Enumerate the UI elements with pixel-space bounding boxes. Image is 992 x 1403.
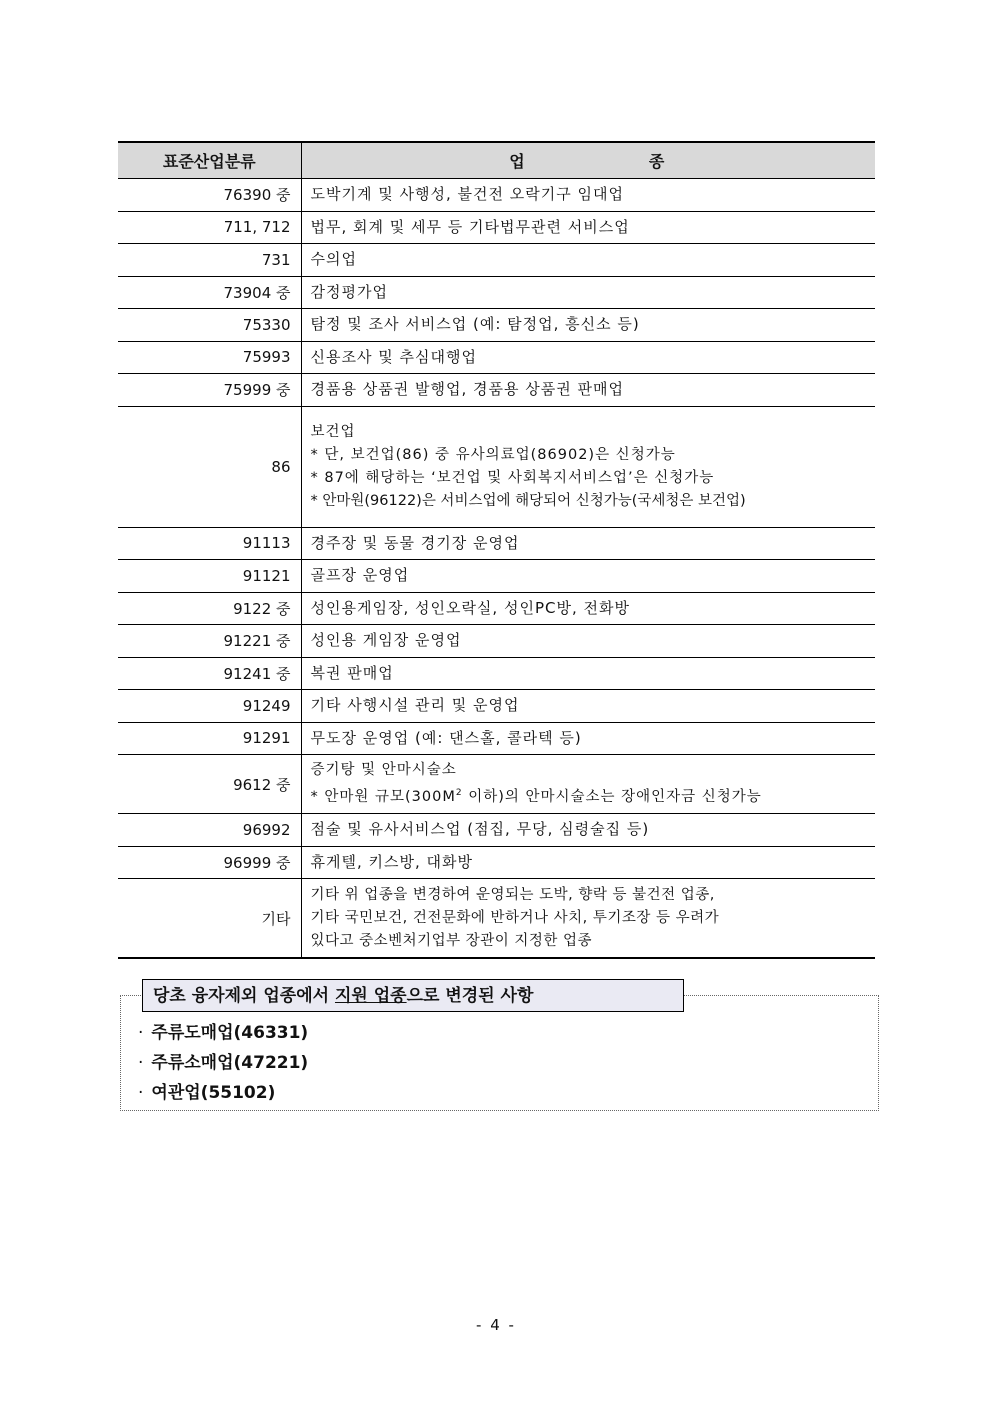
table-row xyxy=(118,211,875,244)
list-item xyxy=(138,1079,308,1109)
table-header-row xyxy=(118,142,875,179)
table-row xyxy=(118,560,875,593)
note-text: 이하)의 안마시술소는 장애인자금 신청가능 xyxy=(462,788,762,805)
list-item xyxy=(138,1019,308,1049)
changed-items-list xyxy=(138,1019,308,1109)
table-row xyxy=(118,814,875,847)
title-text: 으로 변경된 사항 xyxy=(406,986,534,1006)
table-row xyxy=(118,309,875,342)
table-row-other xyxy=(118,879,875,959)
table-row-steam-bath xyxy=(118,755,875,814)
list-item-text: 주류소매업(47221) xyxy=(151,1053,309,1073)
business-type: 성인용 게임장 운영업 xyxy=(301,625,875,658)
business-type xyxy=(301,406,875,527)
industry-code: 91221 중 xyxy=(118,625,301,658)
table-row xyxy=(118,244,875,277)
note-text: * 안마원 규모(300M xyxy=(310,788,456,805)
table-row-health xyxy=(118,406,875,527)
table-row xyxy=(118,625,875,658)
industry-code: 86 xyxy=(118,406,301,527)
industry-code: 75330 xyxy=(118,309,301,342)
business-type xyxy=(301,755,875,814)
business-type: 골프장 운영업 xyxy=(301,560,875,593)
business-type: 감정평가업 xyxy=(301,276,875,309)
industry-code: 73904 중 xyxy=(118,276,301,309)
industry-code: 75993 xyxy=(118,341,301,374)
table-row xyxy=(118,592,875,625)
business-type: 무도장 운영업 (예: 댄스홀, 콜라텍 등) xyxy=(301,722,875,755)
bullet: · xyxy=(138,1023,144,1043)
industry-code: 91291 xyxy=(118,722,301,755)
business-type: 법무, 회계 및 세무 등 기타법무관련 서비스업 xyxy=(301,211,875,244)
header-business-type-a: 업 xyxy=(509,152,528,171)
industry-code: 91249 xyxy=(118,690,301,723)
title-text: 당초 융자제외 업종에서 xyxy=(153,986,335,1006)
note-line: 있다고 중소벤처기업부 장관이 지정한 업종 xyxy=(310,932,593,949)
business-type xyxy=(301,879,875,959)
note-line: 기타 국민보건, 건전문화에 반하거나 사치, 투기조장 등 우려가 xyxy=(310,909,720,926)
table-row xyxy=(118,527,875,560)
title-underlined-text: 지원 업종 xyxy=(334,986,407,1006)
changed-items-title xyxy=(142,979,684,1012)
note-line: 증기탕 및 안마시술소 xyxy=(310,762,457,779)
header-business-type xyxy=(301,142,875,179)
note-line: 보건업 xyxy=(310,423,356,440)
industry-code: 75999 중 xyxy=(118,374,301,407)
industry-code: 711, 712 xyxy=(118,211,301,244)
table-row xyxy=(118,341,875,374)
industry-code: 731 xyxy=(118,244,301,277)
business-type: 점술 및 유사서비스업 (점집, 무당, 심령술집 등) xyxy=(301,814,875,847)
industry-code: 96999 중 xyxy=(118,846,301,879)
superscript: 2 xyxy=(455,788,463,799)
header-business-type-b: 종 xyxy=(648,152,668,171)
business-type: 기타 사행시설 관리 및 운영업 xyxy=(301,690,875,723)
industry-code: 9612 중 xyxy=(118,755,301,814)
table-row xyxy=(118,374,875,407)
note-line: * 안마원(96122)은 서비스업에 해당되어 신청가능(국세청은 보건업) xyxy=(310,492,746,509)
business-type: 복권 판매업 xyxy=(301,657,875,690)
business-type: 도박기계 및 사행성, 불건전 오락기구 임대업 xyxy=(301,179,875,212)
header-standard-industry-code: 표준산업분류 xyxy=(118,142,301,179)
note-line: * 87에 해당하는 ‘보건업 및 사회복지서비스업’은 신청가능 xyxy=(310,469,715,486)
list-item-text: 주류도매업(46331) xyxy=(151,1023,309,1043)
table-row xyxy=(118,846,875,879)
industry-code: 76390 중 xyxy=(118,179,301,212)
list-item xyxy=(138,1049,308,1079)
table-row xyxy=(118,657,875,690)
table-row xyxy=(118,276,875,309)
page-number: - 4 - xyxy=(476,1316,516,1334)
note-line xyxy=(311,782,876,809)
industry-code: 기타 xyxy=(118,879,301,959)
business-type: 탐정 및 조사 서비스업 (예: 탐정업, 흥신소 등) xyxy=(301,309,875,342)
industry-code: 91113 xyxy=(118,527,301,560)
business-type: 경주장 및 동물 경기장 운영업 xyxy=(301,527,875,560)
business-type: 성인용게임장, 성인오락실, 성인PC방, 전화방 xyxy=(301,592,875,625)
list-item-text: 여관업(55102) xyxy=(151,1083,276,1103)
table-row xyxy=(118,722,875,755)
industry-code: 91121 xyxy=(118,560,301,593)
industry-code: 91241 중 xyxy=(118,657,301,690)
business-type: 수의업 xyxy=(301,244,875,277)
note-line: * 단, 보건업(86) 중 유사의료업(86902)은 신청가능 xyxy=(310,446,676,463)
industry-code: 9122 중 xyxy=(118,592,301,625)
business-type: 경품용 상품권 발행업, 경품용 상품권 판매업 xyxy=(301,374,875,407)
business-type: 휴게텔, 키스방, 대화방 xyxy=(301,846,875,879)
note-line: 기타 위 업종을 변경하여 운영되는 도박, 향락 등 불건전 업종, xyxy=(310,886,715,903)
table-row xyxy=(118,179,875,212)
industry-code: 96992 xyxy=(118,814,301,847)
table-row xyxy=(118,690,875,723)
business-type: 신용조사 및 추심대행업 xyxy=(301,341,875,374)
excluded-industries-table xyxy=(118,141,875,959)
bullet: · xyxy=(138,1053,144,1073)
bullet: · xyxy=(138,1083,144,1103)
